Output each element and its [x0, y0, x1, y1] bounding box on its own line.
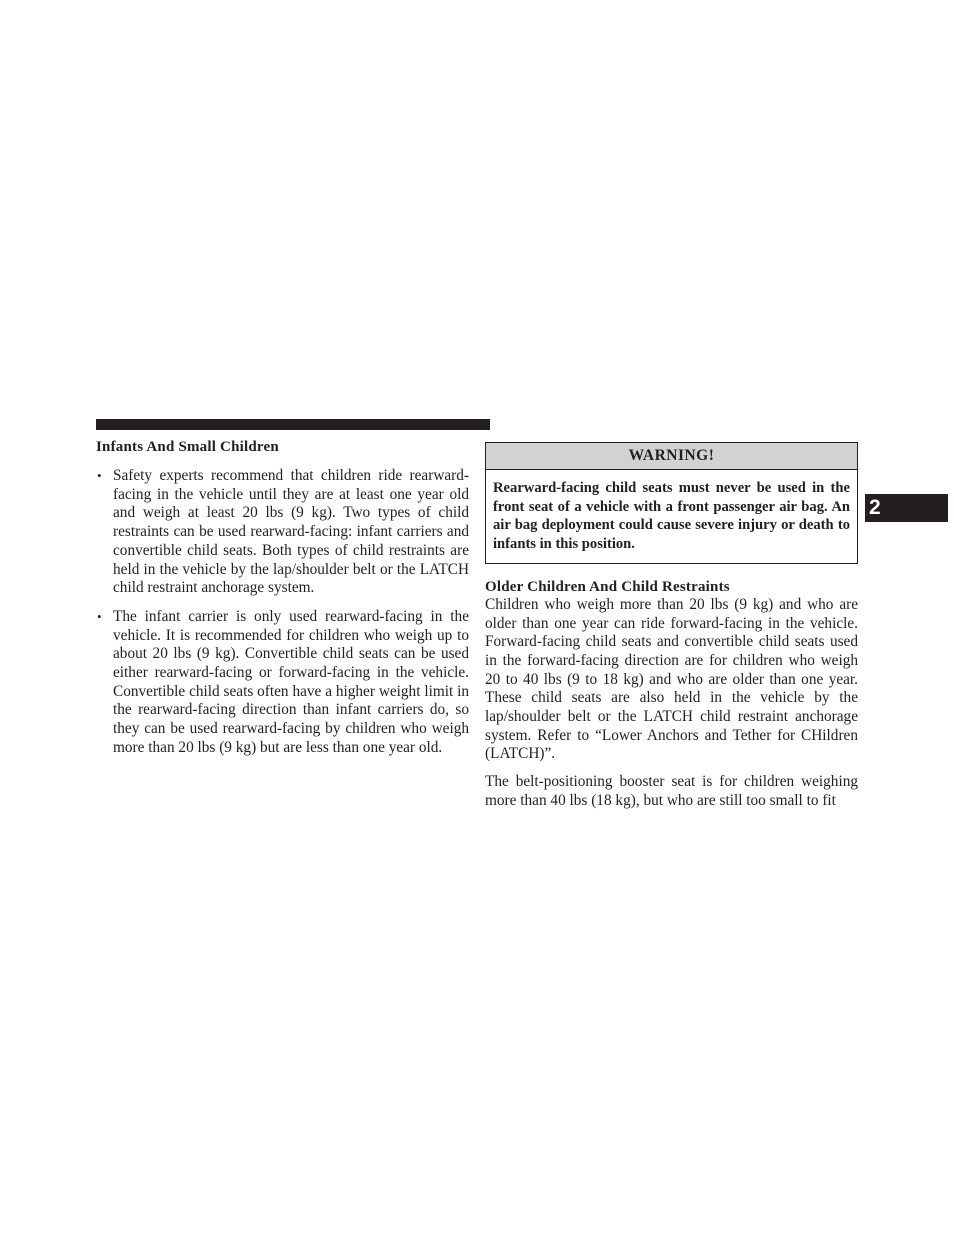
section-top-rule: [96, 419, 490, 430]
infants-heading: Infants And Small Children: [96, 439, 279, 455]
list-item: [96, 608, 469, 758]
bullet-icon: •: [97, 468, 102, 483]
bullet-text: The infant carrier is only used rearward-facing in the vehicle. It is recommended for children who weigh up to about 20 lbs (9 kg). Convertible child seats can be used either rearward-facing or forward-facing in the vehicle. Convertible child seats often have a higher weight limit in the rearward-facing direction than infant carriers do, so they can be used rearward-facing by children who weigh more than 20 lbs (9 kg) but are less than one year old.: [113, 607, 469, 756]
right-column: [485, 442, 858, 811]
left-column: [96, 438, 469, 768]
older-children-heading: Older Children And Child Restraints: [485, 578, 730, 595]
warning-text: Rearward-facing child seats must never be used in the front seat of a vehicle with a front passenger air bag. An air bag deployment could cause severe injury or death to infants in this position.: [493, 480, 850, 553]
list-item: [96, 467, 469, 598]
warning-box: [485, 442, 858, 564]
chapter-tab: 2: [865, 494, 948, 522]
booster-seat-paragraph: The belt-positioning booster seat is for children weighing more than 40 lbs (18 kg), but who are still too small to fit: [485, 773, 858, 809]
bullet-text: Safety experts recommend that children ride rearward-facing in the vehicle until they are at least one year old and weigh at least 20 lbs (9 kg). Two types of child restraints can be used rearward-facing: infant carriers and convertible child seats. Both types of child restraints are held in the vehicle by the lap/shoulder belt or the LATCH child restraint anchorage system.: [113, 467, 469, 597]
bullet-icon: •: [97, 608, 102, 624]
older-children-paragraph: Children who weigh more than 20 lbs (9 kg) and who are older than one year can ride forward-facing in the vehicle. Forward-facing child seats and convertible child seats used in the forward-facing direction are for children who weigh 20 to 40 lbs (9 to 18 kg) and who are older than one year. These child seats are also held in the vehicle by the lap/shoulder belt or the LATCH child restraint anchorage system. Refer to “Lower Anchors and Tether for CHildren (LATCH)”.: [485, 595, 858, 763]
infants-bullet-list: [96, 467, 469, 758]
warning-title: WARNING!: [486, 443, 857, 470]
